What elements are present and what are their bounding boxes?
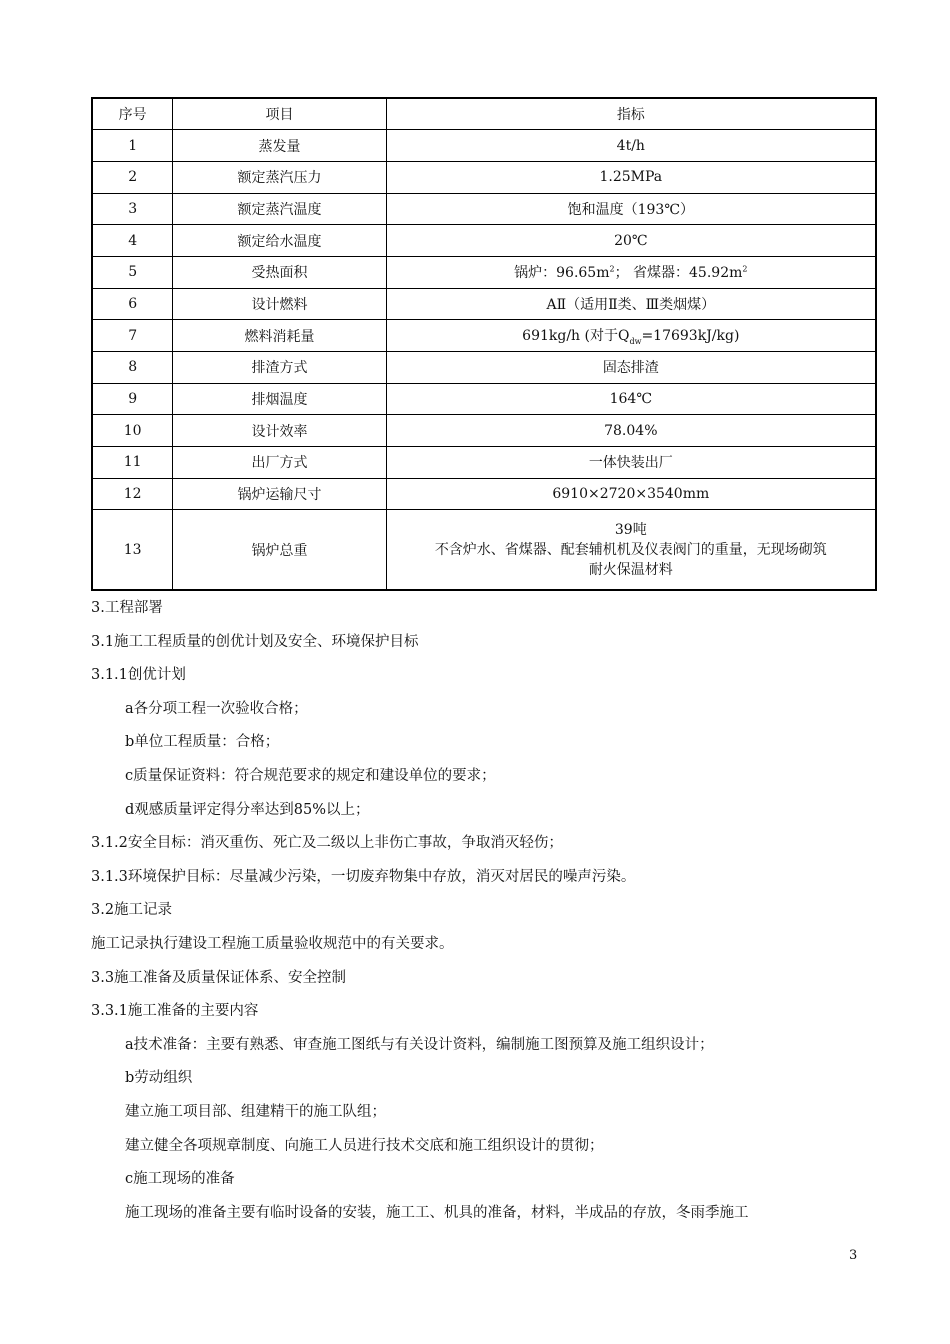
list-item: a各分项工程一次验收合格； <box>125 700 308 717</box>
row-item: 额定蒸汽压力 <box>173 161 386 193</box>
row-no: 10 <box>92 415 173 447</box>
table-row <box>92 447 876 479</box>
row-value: 4t/h <box>386 130 876 162</box>
heat-value-subscript: dw <box>629 337 642 347</box>
unit-superscript: 2 <box>742 264 748 274</box>
fuel-rate: 691kg/h (对于Q <box>522 328 630 345</box>
list-item: a技术准备：主要有熟悉、审查施工图纸与有关设计资料，编制施工图预算及施工组织设计； <box>125 1036 714 1053</box>
unit-superscript: 2 <box>609 264 615 274</box>
section-heading: 3.1施工工程质量的创优计划及安全、环境保护目标 <box>91 633 419 650</box>
row-value <box>386 320 876 352</box>
paragraph: 3.1.3环境保护目标：尽量减少污染，一切废弃物集中存放，消灭对居民的噪声污染。 <box>91 868 636 885</box>
list-item: d观感质量评定得分率达到85%以上； <box>125 801 370 818</box>
boiler-area: 锅炉：96.65m <box>514 265 610 282</box>
weight-note-line1: 不含炉水、省煤器、配套辅机机及仪表阀门的重量，无现场砌筑 <box>434 541 827 558</box>
row-value: 164℃ <box>386 383 876 415</box>
row-value: 6910×2720×3540mm <box>386 478 876 510</box>
page-number: 3 <box>849 1248 858 1263</box>
table-header-row <box>92 98 876 130</box>
boiler-spec-table <box>91 97 877 591</box>
table-row <box>92 130 876 162</box>
row-item: 排烟温度 <box>173 383 386 415</box>
row-item: 额定给水温度 <box>173 225 386 257</box>
section-heading: 3.工程部署 <box>91 600 163 616</box>
paragraph: 建立健全各项规章制度、向施工人员进行技术交底和施工组织设计的贯彻； <box>125 1137 604 1154</box>
row-item: 受热面积 <box>173 256 386 288</box>
row-no: 6 <box>92 288 173 320</box>
table-row <box>92 510 876 590</box>
row-item: 额定蒸汽温度 <box>173 193 386 225</box>
paragraph: 施工现场的准备主要有临时设备的安装，施工工、机具的准备，材料，半成品的存放，冬雨季施工 <box>125 1204 749 1221</box>
paragraph: 建立施工项目部、组建精干的施工队组； <box>125 1103 386 1120</box>
row-no: 9 <box>92 383 173 415</box>
row-no: 3 <box>92 193 173 225</box>
list-item: c施工现场的准备 <box>125 1171 235 1188</box>
row-item: 蒸发量 <box>173 130 386 162</box>
header-item: 项目 <box>173 98 386 130</box>
table-row <box>92 320 876 352</box>
paragraph: 3.1.2安全目标：消灭重伤、死亡及二级以上非伤亡事故，争取消灭轻伤； <box>91 835 563 852</box>
subsection-heading: 3.1.1创优计划 <box>91 667 186 684</box>
table-row <box>92 225 876 257</box>
section-heading: 3.3施工准备及质量保证体系、安全控制 <box>91 969 347 986</box>
row-no: 7 <box>92 320 173 352</box>
heat-value: =17693kJ/kg) <box>641 328 740 345</box>
body-text <box>91 592 871 1230</box>
row-value: 78.04% <box>386 415 876 447</box>
row-value: 一体快装出厂 <box>386 447 876 479</box>
row-value: AⅡ（适用Ⅱ类、Ⅲ类烟煤） <box>386 288 876 320</box>
header-no: 序号 <box>92 98 173 130</box>
table-row <box>92 256 876 288</box>
list-item: b单位工程质量：合格； <box>125 734 280 751</box>
table-row <box>92 352 876 384</box>
row-item: 排渣方式 <box>173 352 386 384</box>
row-no: 4 <box>92 225 173 257</box>
weight-note-line2: 耐火保温材料 <box>588 561 673 578</box>
row-no: 1 <box>92 130 173 162</box>
row-no: 8 <box>92 352 173 384</box>
row-value: 饱和温度（193℃） <box>386 193 876 225</box>
row-no: 2 <box>92 161 173 193</box>
header-value: 指标 <box>386 98 876 130</box>
table-row <box>92 288 876 320</box>
section-heading: 3.2施工记录 <box>91 902 173 919</box>
row-item: 设计燃料 <box>173 288 386 320</box>
row-item: 设计效率 <box>173 415 386 447</box>
row-item: 锅炉运输尺寸 <box>173 478 386 510</box>
row-value: 固态排渣 <box>386 352 876 384</box>
subsection-heading: 3.3.1施工准备的主要内容 <box>91 1003 259 1020</box>
table-row <box>92 161 876 193</box>
economizer-area: ； 省煤器：45.92m <box>614 265 743 282</box>
row-item: 出厂方式 <box>173 447 386 479</box>
row-no: 5 <box>92 256 173 288</box>
table-row <box>92 193 876 225</box>
table-row <box>92 478 876 510</box>
row-value: 1.25MPa <box>386 161 876 193</box>
row-value <box>386 256 876 288</box>
row-item: 燃料消耗量 <box>173 320 386 352</box>
row-no: 11 <box>92 447 173 479</box>
table-row <box>92 383 876 415</box>
row-value: 20℃ <box>386 225 876 257</box>
total-weight: 39吨 <box>614 521 647 538</box>
row-no: 13 <box>92 510 173 590</box>
table-row <box>92 415 876 447</box>
list-item: b劳动组织 <box>125 1070 193 1087</box>
row-value <box>386 510 876 590</box>
row-no: 12 <box>92 478 173 510</box>
row-item: 锅炉总重 <box>173 510 386 590</box>
list-item: c质量保证资料：符合规范要求的规定和建设单位的要求； <box>125 767 496 784</box>
paragraph: 施工记录执行建设工程施工质量验收规范中的有关要求。 <box>91 935 454 952</box>
